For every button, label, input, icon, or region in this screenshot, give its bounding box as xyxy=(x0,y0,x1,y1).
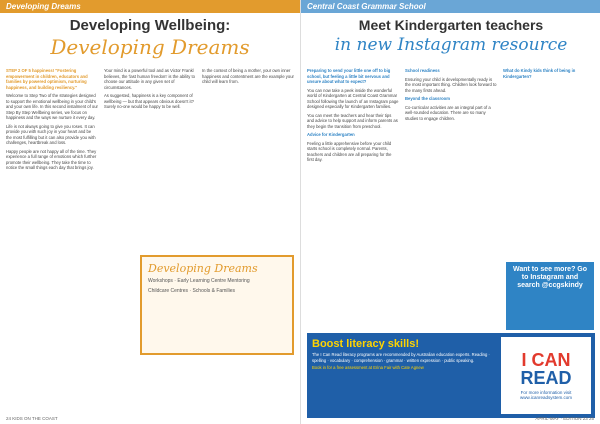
promo-detail: Childcare Centres · Schools & Families xyxy=(148,288,235,294)
subheading: What do Kindy kids think of being in Kindergarten? xyxy=(503,68,576,79)
advert-copy xyxy=(307,333,497,418)
article-title: Developing Wellbeing: xyxy=(69,17,231,34)
paragraph: In the context of being a mother, your own inner happiness and contentment are the example your child will learn from. xyxy=(202,68,294,84)
lead-paragraph: Preparing to send your little one off to big school, but feeling a little bit nervous and unsure about what to expect? xyxy=(307,68,391,84)
advert xyxy=(307,333,595,418)
right-page xyxy=(300,0,600,424)
advert-contact: Book in for a free assessment at Erina Fair with Cate Agnew xyxy=(312,365,424,370)
folio: 24 KIDS ON THE COAST xyxy=(6,416,58,421)
advert-text: The I Can Read literacy programs are recommended by Australian education experts. Reading · spelling · vocabulary · comprehension · grammar · written expression · public speaking. xyxy=(312,352,490,363)
column-2 xyxy=(104,68,196,174)
promo-subtitle: Workshops · Early Learning Centre Mentoring xyxy=(148,278,250,284)
subheading: Advice for Kindergarten xyxy=(307,132,355,137)
column-2 xyxy=(405,68,497,166)
paragraph: You can meet the teachers and hear their tips and advice to help support and inform parents as they begin the transition from preschool. xyxy=(307,112,398,129)
column-3 xyxy=(202,68,294,174)
promo-box xyxy=(140,255,294,355)
article-subtitle: in new Instagram resource xyxy=(334,35,568,55)
section-band: Developing Dreams xyxy=(0,0,300,13)
paragraph: Life is not always going to give you roses. It can provide you with such joy in your heart and be the most fulfilling but it can also provide you with challenges, heartbreak and loss. xyxy=(6,123,96,145)
callout-text: Want to see more? Go to Instagram and search @ccgskindy xyxy=(512,266,588,289)
subheading: Beyond the classroom xyxy=(405,96,450,101)
column-3 xyxy=(503,68,595,166)
paragraph: Happy people are not happy all of the time. They experience a full range of emotions which further promote their wellbeing. They take the time to notice the small things each day that brings joy. xyxy=(6,148,97,170)
paragraph: Feeling a little apprehensive before your child starts school is completely normal. Parents, teachers and children are all preparing for the first day. xyxy=(307,140,392,162)
logo-text-ican: I CAN xyxy=(521,350,571,370)
logo-text-read: READ xyxy=(520,368,572,388)
paragraph: Ensuring your child is developmentally ready is the most important thing. Children look forward to the many firsts ahead. xyxy=(405,76,497,93)
folio: APRIL-MAY · EDITION 23 25 xyxy=(535,416,594,421)
article-subtitle: Developing Dreams xyxy=(50,35,250,59)
article-columns xyxy=(307,68,595,166)
paragraph: Co-curricular activities are an integral part of a well-rounded education. There are so many studies to engage children. xyxy=(405,104,491,121)
advert-tagline: For more information visit www.icanreadsystem.com xyxy=(519,390,573,400)
column-1 xyxy=(6,68,98,174)
lead-paragraph: STEP 2 OF 5 happiness! "Fostering empowerment in children, educators and families by powered optimism, nurturing happiness, and building resiliency." xyxy=(6,68,88,90)
paragraph: You can now take a peek inside the wonderful world of Kindergarten at Central Coast Grammar School following the launch of an Instagram page designed especially for Kindergarten families. xyxy=(307,87,399,109)
paragraph: As suggested, happiness is a key component of wellbeing — but that appears obvious doesn't it? Surely no-one would be happy to be well. xyxy=(104,93,194,109)
instagram-callout xyxy=(506,262,594,330)
subheading: School readiness xyxy=(405,68,440,73)
advert-logo xyxy=(501,337,591,414)
paragraph: Welcome to Step Two of the strategies designed to support the emotional wellbeing in your child's and your own life. In this second instalment of our Step By Step Wellbeing series, we focus on happiness and the ways we nurture it every day. xyxy=(6,93,98,120)
advert-title: Boost literacy skills! xyxy=(312,338,419,350)
promo-title: Developing Dreams xyxy=(148,262,258,275)
article-title: Meet Kindergarten teachers xyxy=(358,17,544,33)
section-band: Central Coast Grammar School xyxy=(301,0,600,13)
article-columns xyxy=(6,68,294,174)
column-1 xyxy=(307,68,399,166)
paragraph: Your mind is a powerful tool and as Victor Frankl believes, the 'last human freedom' is the ability to choose our attitude in any given set of circumstances. xyxy=(104,68,195,90)
